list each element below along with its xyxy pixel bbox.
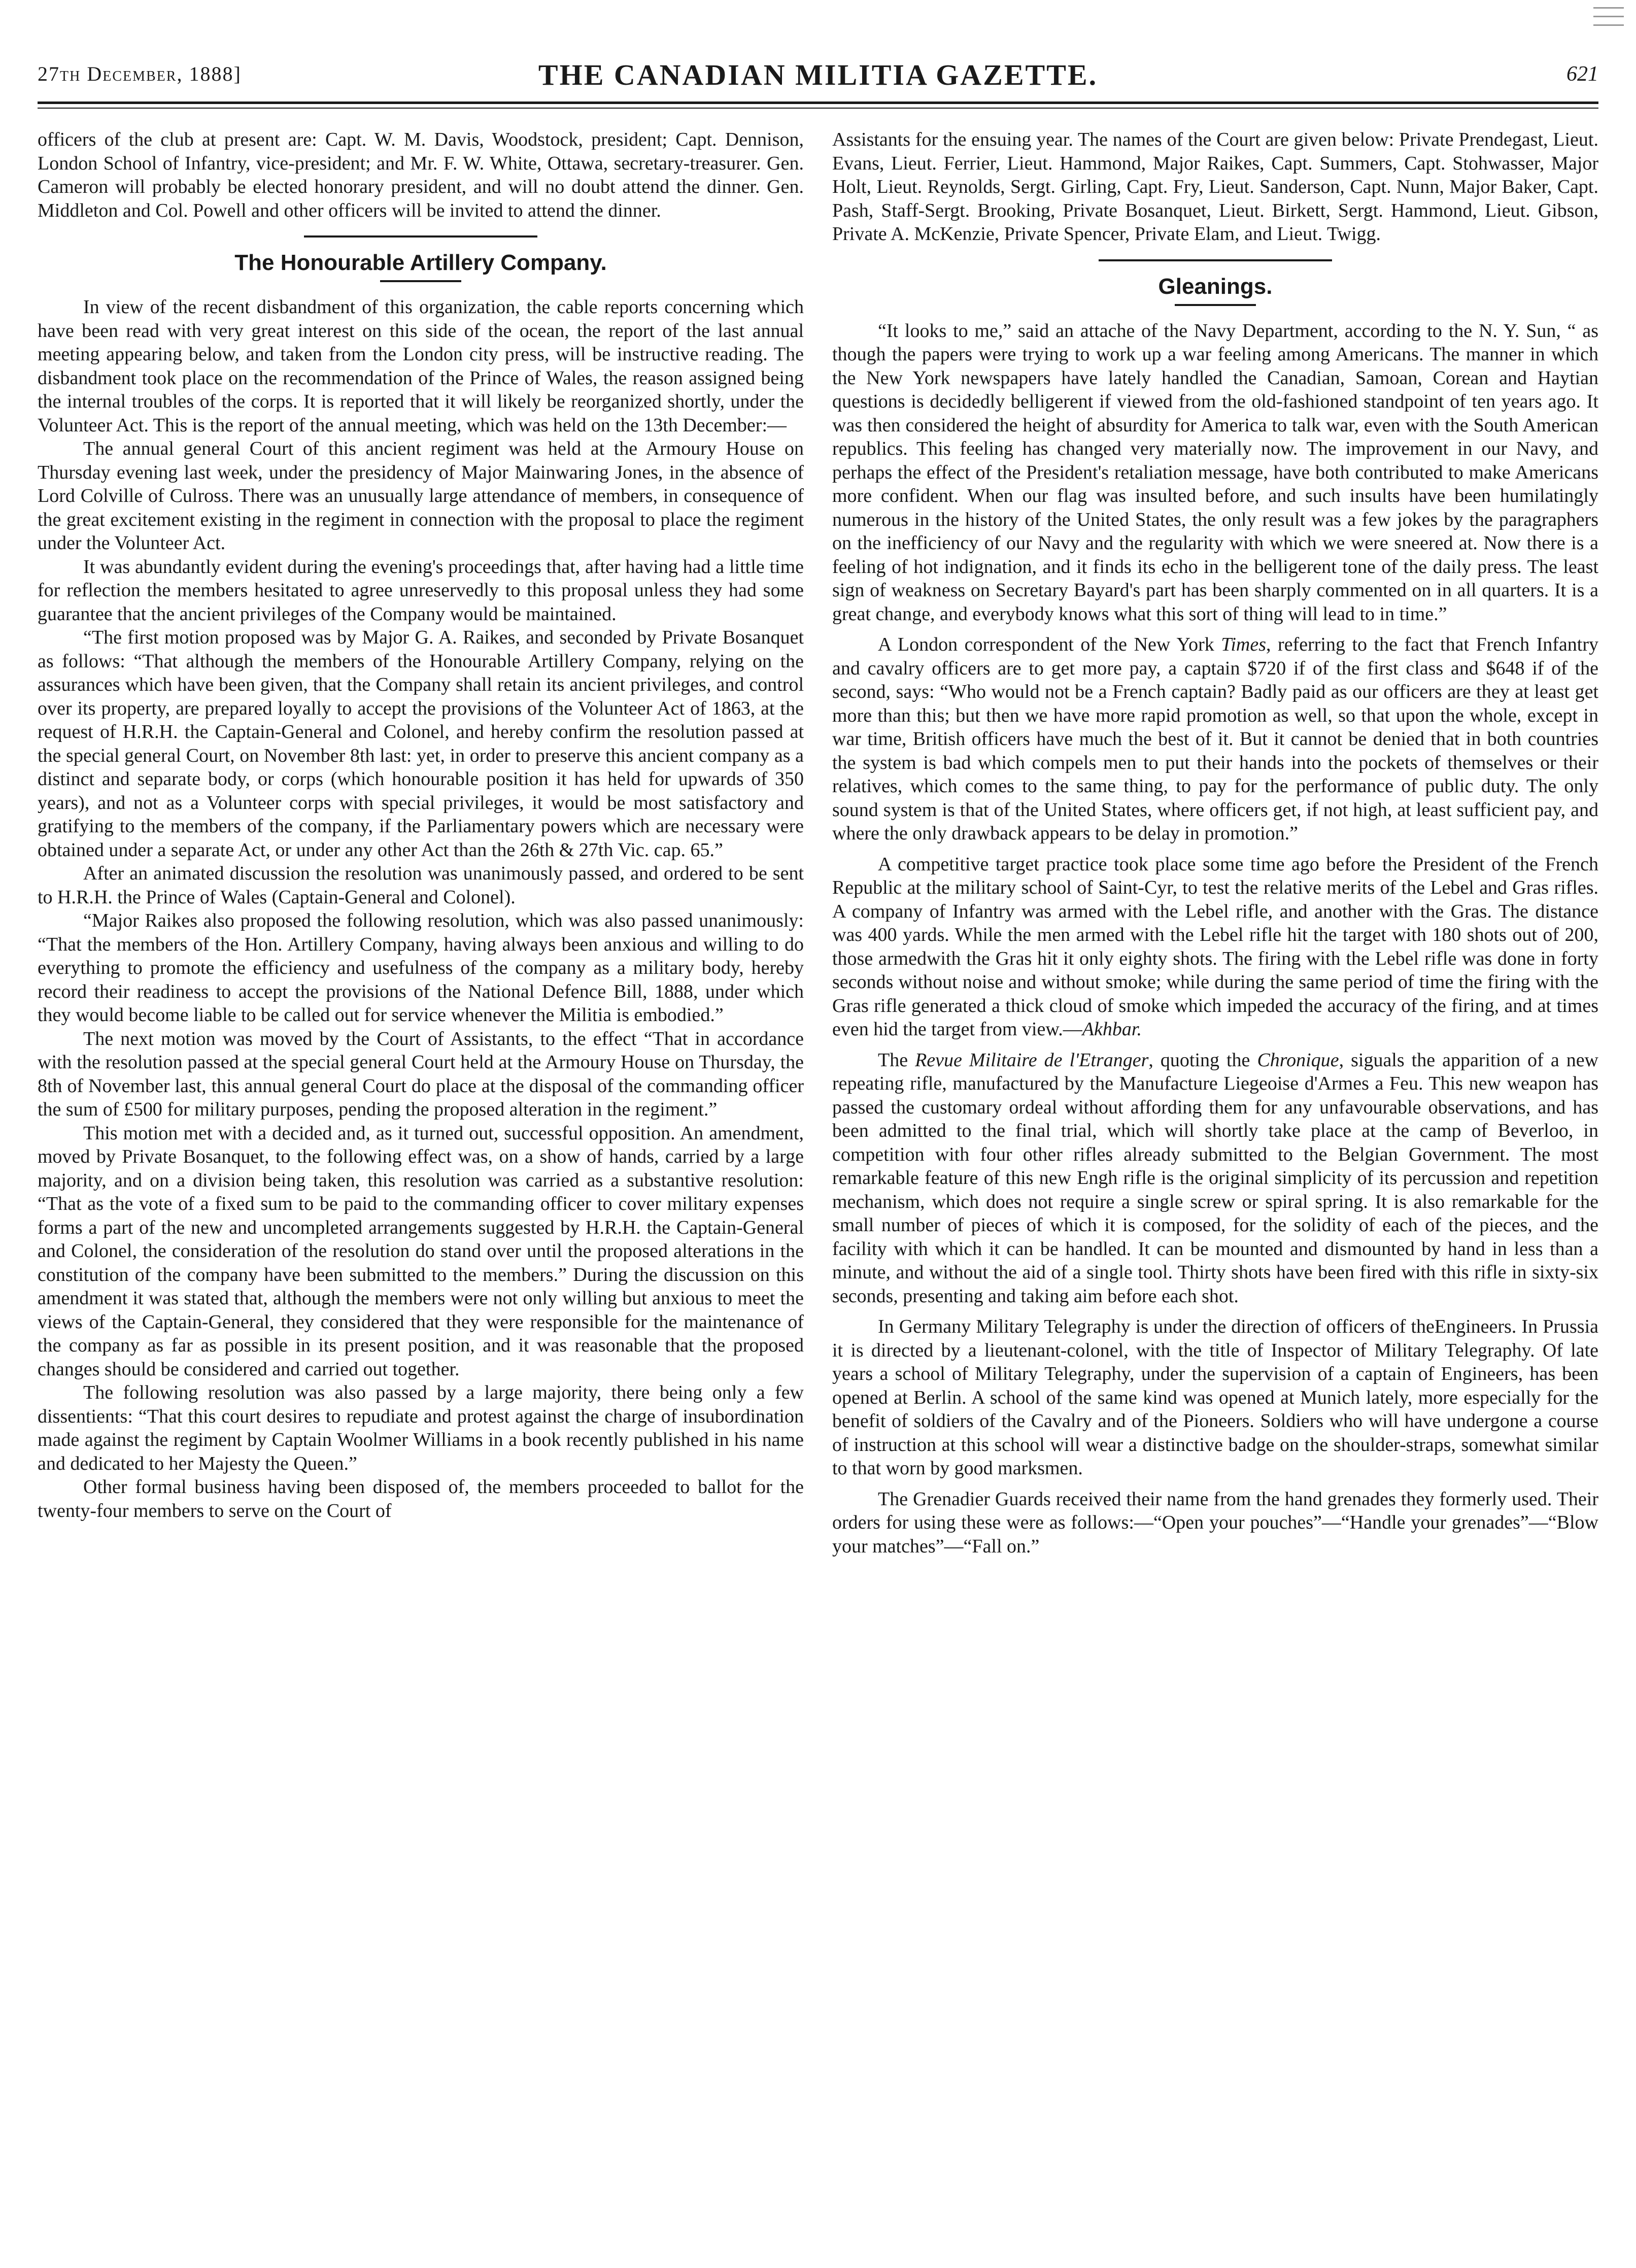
article-paragraph: “The first motion proposed was by Major G. A. Raikes, and seconded by Private Bosanquet as follows: “That although the members of the Honourable Artillery Company, relying on the assurances which have been given, that the Company shall retain its ancient privileges, and control over its property, are prepared loyally to accept the provisions of the Volunteer Act of 1863, at the request of H.R.H. the Captain-General and Colonel, and hereby confirm the resolution passed at the special general Court, on November 8th last: yet, in order to preserve this ancient company as a distinct and separate body, or corps (which honourable position it has held for upwards of 350 years), and not as a Volunteer corps with special privileges, it would be most satisfactory and gratifying to the members of the company, if the Parliamentary powers which are necessary were obtained under a separate Act, or under any other Act than the 26th & 27th Vic. cap. 65.” bbox=[38, 627, 804, 861]
article-paragraph: The following resolution was also passed by a large majority, there being only a few dissentients: “That this court desires to repudiate and protest against the charge of insubordination made against the regiment by Captain Woolmer Williams in a book recently published in his name and dedicated to her Majesty the Queen.” bbox=[38, 1382, 804, 1474]
masthead bbox=[38, 47, 1598, 95]
section-divider bbox=[304, 235, 537, 238]
article-paragraph: The annual general Court of this ancient regiment was held at the Armoury House on Thursday evening last week, under the presidency of Major Mainwaring Jones, in the absence of Lord Colville of Culross. There was an unusually large attendance of members, in consequence of the great excitement existing in the regiment in connection with the proposal to place the regiment under the Volunteer Act. bbox=[38, 438, 804, 554]
article-paragraph: In view of the recent disbandment of this organization, the cable reports concerning which have been read with very great interest on this side of the ocean, the report of the last annual meeting appearing below, and taken from the London city press, will be instructive reading. The disbandment took place on the recommendation of the Prince of Wales, the reason assigned being the internal troubles of the corps. It is reported that it will likely be reorganized shortly, under the Volunteer Act. This is the report of the annual meeting, which was held on the 13th December:— bbox=[38, 296, 804, 436]
issue-date: 27th December, 1888] bbox=[38, 62, 242, 85]
section-divider bbox=[1099, 259, 1332, 261]
gleaning-french-pay-paragraph: A London correspondent of the New York Times, referring to the fact that French Infantry and cavalry officers are to get more pay, a captain $720 if of the first class and $648 if of the second, says: “Who would not be a French captain? Badly paid as our officers are they at least get more than this; but then we have more rapid promotion as well, so that upon the whole, except in war time, British officers have much the best of it. But it cannot be denied that in both countries the system is bad which compels men to put their hands into the pockets of themselves or their relatives, which comes to the same thing, to pay for the performance of public duty. The only sound system is that of the United States, where officers get, if not high, at least sufficient pay, and where the only drawback appears to be delay in promotion.” bbox=[832, 634, 1598, 844]
gleaning-telegraphy-paragraph: In Germany Military Telegraphy is under the direction of officers of theEngineers. In Prussia it is directed by a lieutenant-colonel, with the title of Inspector of Military Telegraphy. Of late years a school of Military Telegraphy, under the supervision of a captain of Engineers, has been opened at Berlin. A school of the same kind was opened at Munich lately, more especially for the benefit of soldiers of the Cavalry and of the Pioneers. Soldiers who will have undergone a course of instruction at this school will wear a distinctive badge on the shoulder-straps, somewhat similar to that worn by good marksmen. bbox=[832, 1316, 1598, 1479]
gleaning-navy-paragraph: “It looks to me,” said an attache of the Navy Department, according to the N. Y. Sun, “ as though the papers were trying to work up a war feeling among Americans. The manner in which the New York newspapers have lately handled the Canadian, Samoan, Corean and Haytian questions is decidedly belligerent if viewed from the old-fashioned standpoint of ten years ago. It was then considered the height of absurdity for America to talk war, even with the South American republics. This feeling has changed very materially now. The improvement in our Navy, and perhaps the effect of the President's retaliation message, have both contributed to make Americans more confident. When our flag was insulted before, and such insults have been humilatingly numerous in the history of the United States, the only result was a few jokes by the paragraphers on the inefficiency of our Navy and the regularity with which we were sneered at. Now there is a feeling of hot indignation, and it finds its echo in the belligerent tone of the daily press. The least sign of weakness on Secretary Bayard's part has been sharply commented on in all quarters. It is a great change, and everybody knows what this sort of thing will lead to in time.” bbox=[832, 320, 1598, 625]
gleaning-rifle-test-paragraph: A competitive target practice took place some time ago before the President of the French Republic at the military school of Saint-Cyr, to test the relative merits of the Lebel and Gras rifles. A company of Infantry was armed with the Lebel rifle, and another with the Gras. The distance was 400 yards. While the men armed with the Lebel rifle hit the target with 180 shots out of 200, those armedwith the Gras hit it only eighty shots. The firing with the Lebel rifle was done in forty seconds without noise and without smoke; while during the same period of time the firing with the Gras rifle generated a thick cloud of smoke which impeded the accuracy of the firing, and at times even hid the target from view.—Akhbar. bbox=[832, 853, 1598, 1040]
source-akhbar: Akhbar. bbox=[1082, 1019, 1142, 1040]
page-number: 621 bbox=[1566, 62, 1598, 86]
masthead-rule-thick bbox=[38, 101, 1598, 104]
scan-edge-marks bbox=[1578, 0, 1624, 51]
times-title: Times bbox=[1221, 634, 1266, 655]
masthead-rule-thin bbox=[38, 108, 1598, 109]
article-paragraph: “Major Raikes also proposed the following resolution, which was also passed unanimously: “That the members of the Hon. Artillery Company, having always been anxious and willing to do everything to promote the efficiency and usefulness of the company as a military body, hereby record their readiness to accept the provisions of the National Defence Bill, 1888, under which they would become liable to be called out for service whenever the Militia is embodied.” bbox=[38, 910, 804, 1026]
left-column bbox=[38, 128, 804, 1522]
heading-underline bbox=[380, 280, 461, 282]
court-names-paragraph: Assistants for the ensuing year. The names of the Court are given below: Private Prendegast, Lieut. Evans, Lieut. Ferrier, Lieut. Hammond, Major Raikes, Capt. Summers, Capt. Stohwasser, Major Holt, Lieut. Reynolds, Sergt. Girling, Capt. Fry, Lieut. Sanderson, Capt. Nunn, Major Baker, Capt. Pash, Staff-Sergt. Brooking, Private Bosanquet, Lieut. Birkett, Sergt. Hammond, Lieut. Gibson, Private A. McKenzie, Private Spencer, Private Elam, and Lieut. Twigg. bbox=[832, 129, 1598, 245]
club-officers-paragraph: officers of the club at present are: Capt. W. M. Davis, Woodstock, president; Capt. Dennison, London School of Infantry, vice-president; and Mr. F. W. White, Ottawa, secretary-treasurer. Gen. Cameron will probably be elected honorary president, and will no doubt attend the dinner. Gen. Middleton and Col. Powell and other officers will be invited to attend the dinner. bbox=[38, 129, 804, 221]
article-paragraph: This motion met with a decided and, as it turned out, successful opposition. An amendment, moved by Private Bosanquet, to the following effect was, on a show of hands, carried by a large majority, and on a division being taken, this resolution was carried as a substantive resolution: “That as the vote of a fixed sum to be paid to the commanding officer to cover military expenses forms a part of the new and uncompleted arrangements suggested by H.R.H. the Captain-General and Colonel, the consideration of the resolution do stand over until the proposed alterations in the constitution of the company have been submitted to the members.” During the discussion on this amendment it was stated that, although the members were not only willing but anxious to meet the views of the Captain-General, they considered that they were responsible for the maintenance of the company as far as possible in its present position, and it was reasonable that the proposed changes should be considered and carried out together. bbox=[38, 1122, 804, 1380]
heading-underline bbox=[1175, 304, 1256, 306]
article-paragraph: The next motion was moved by the Court of Assistants, to the effect “That in accordance with the resolution passed at the special general Court held at the Armoury House on Thursday, the 8th of November last, this annual general Court do place at the disposal of the commanding officer the sum of £500 for military purposes, pending the proposed alteration in the regiment.” bbox=[38, 1028, 804, 1120]
article-paragraph: Other formal business having been disposed of, the members proceeded to ballot for the twenty-four members to serve on the Court of bbox=[38, 1476, 804, 1521]
gleaning-grenadier-paragraph: The Grenadier Guards received their name from the hand grenades they formerly used. Their orders for using these were as follows:—“Open your pouches”—“Handle your grenades”—“Blow your matches”—“Fall on.” bbox=[832, 1488, 1598, 1557]
revue-title: Revue Militaire de l'Etranger bbox=[915, 1049, 1149, 1071]
article-heading-artillery-company: The Honourable Artillery Company. bbox=[234, 250, 607, 275]
article-paragraph: It was abundantly evident during the evening's proceedings that, after having had a little time for reflection the members hesitated to agree unreservedly to this proposal unless they had some guarantee that the ancient privileges of the Company would be maintained. bbox=[38, 556, 804, 625]
right-column bbox=[832, 128, 1598, 1558]
chronique-title: Chronique bbox=[1257, 1049, 1339, 1071]
publication-title: THE CANADIAN MILITIA GAZETTE. bbox=[538, 58, 1098, 91]
article-paragraph: After an animated discussion the resolution was unanimously passed, and ordered to be sent to H.R.H. the Prince of Wales (Captain-General and Colonel). bbox=[38, 863, 804, 908]
gleaning-repeating-rifle-paragraph: The Revue Militaire de l'Etranger, quoting the Chronique, siguals the apparition of a new repeating rifle, manufactured by the Manufacture Liegeoise d'Armes a Feu. This new weapon has passed the customary ordeal without affording them for any unfavourable observations, and has been admitted to the final trial, which will shortly take place at the camp of Beverloo, in competition with four other rifles already submitted to the Belgian Government. The most remarkable feature of this new Engh rifle is the original simplicity of its percussion and repetition mechanism, which does not require a single screw or spiral spring. It is also remarkable for the small number of pieces of which it is composed, for the solidity of each of the pieces, and the facility with which it can be handled. It can be mounted and dismounted by hand in less than a minute, and without the aid of a single tool. Thirty shots have been fired with this rifle in sixty-six seconds, presenting and taking aim before each shot. bbox=[832, 1049, 1598, 1307]
article-heading-gleanings: Gleanings. bbox=[1158, 274, 1273, 299]
